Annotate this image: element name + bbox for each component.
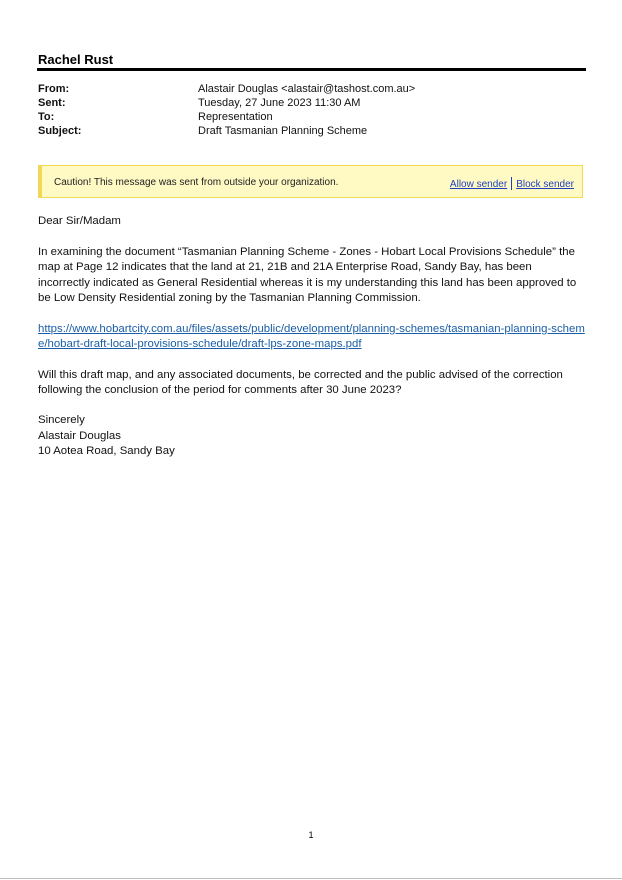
mailbox-owner-name: Rachel Rust: [38, 52, 114, 67]
page-bottom-edge: [0, 878, 622, 879]
caution-actions: [450, 177, 574, 190]
sent-label: Sent:: [38, 97, 66, 109]
to-value: Representation: [198, 111, 273, 123]
signoff: Sincerely: [38, 414, 85, 426]
sender-name: Alastair Douglas: [38, 430, 121, 442]
page-number: 1: [308, 830, 314, 840]
block-sender-link[interactable]: Block sender: [516, 179, 574, 190]
from-label: From:: [38, 83, 70, 95]
to-label: To:: [38, 111, 55, 123]
sent-value: Tuesday, 27 June 2023 11:30 AM: [198, 97, 361, 109]
external-sender-caution-banner: [38, 165, 583, 198]
planning-scheme-link[interactable]: https://www.hobartcity.com.au/files/assets/public/development/planning-schemes/tasmanian-planning-scheme/hobart-draft-local-provisions-schedule/draft-lps-zone-maps.pdf: [38, 323, 585, 351]
subject-label: Subject:: [38, 125, 82, 137]
caution-text: Caution! This message was sent from outside your organization.: [54, 177, 339, 188]
header-divider: [37, 68, 586, 71]
planning-scheme-link-block: [38, 322, 586, 353]
sender-address: 10 Aotea Road, Sandy Bay: [38, 445, 175, 457]
allow-sender-link[interactable]: Allow sender: [449, 179, 508, 190]
body-paragraph-1: In examining the document “Tasmanian Planning Scheme - Zones - Hobart Local Provisions Schedule” the map at Page 12 indicates that the land at 21, 21B and 21A Enterprise Road, Sandy Bay, has been incorrectly indicated as General Residential whereas it is my understanding this land has been approved to be Low Density Residential zoning by the Tasmanian Planning Commission.: [38, 246, 577, 304]
link-separator: [511, 177, 512, 190]
body-paragraph-2: Will this draft map, and any associated documents, be corrected and the public advised of the correction following the conclusion of the period for comments after 30 June 2023?: [38, 369, 563, 397]
subject-value: Draft Tasmanian Planning Scheme: [198, 125, 368, 137]
from-value: Alastair Douglas <alastair@tashost.com.au>: [198, 83, 416, 95]
greeting: Dear Sir/Madam: [38, 215, 121, 227]
